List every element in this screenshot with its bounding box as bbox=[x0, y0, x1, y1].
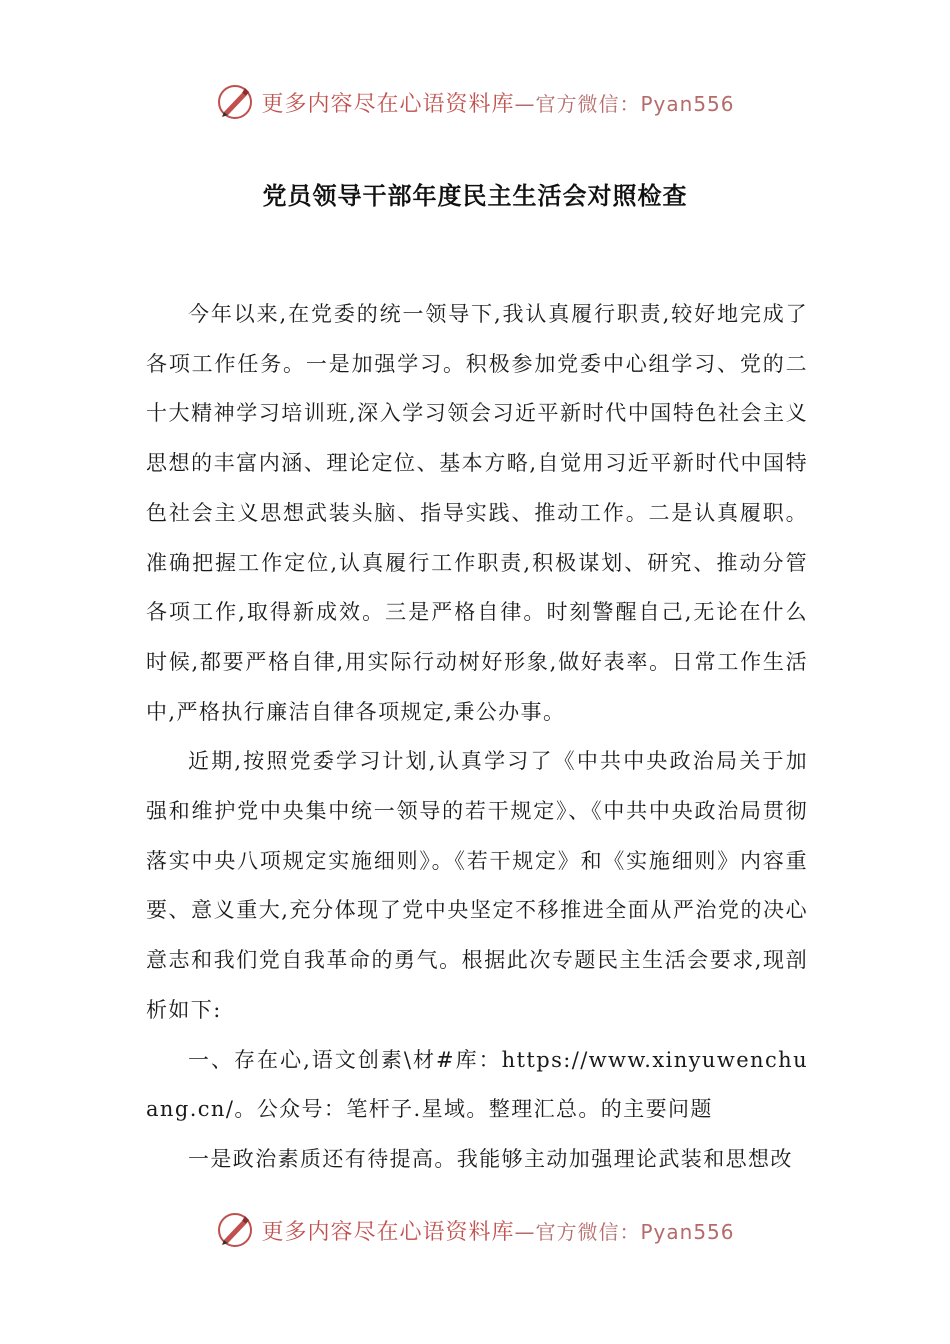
paragraph: 一是政治素质还有待提高。我能够主动加强理论武装和思想改 bbox=[188, 1146, 793, 1171]
watermark-main: 更多内容尽在心语资料库 bbox=[261, 1219, 515, 1245]
paragraph: 近期,按照党委学习计划,认真学习了《中共中央政治局关于加强和维护党中央集中统一领导的若干规定》、《中共中央政治局贯彻落实中央八项规定实施细则》。《若干规定》和《实施细则》内容重要、意义重大,充分体现了党中央坚定不移推进全面从严治党的决心意志和我们党自我革命的勇气。根据此次专题民主生活会要求,现剖析如下: bbox=[146, 749, 808, 1022]
watermark-text bbox=[261, 87, 734, 118]
watermark-sub: —官方微信：Pyan556 bbox=[514, 91, 735, 116]
watermark-main: 更多内容尽在心语资料库 bbox=[261, 91, 515, 117]
watermark-sub: —官方微信：Pyan556 bbox=[514, 1219, 735, 1244]
paragraph: 今年以来,在党委的统一领导下,我认真履行职责,较好地完成了各项工作任务。一是加强学习。积极参加党委中心组学习、党的二十大精神学习培训班,深入学习领会习近平新时代中国特色社会主义思想的丰富内涵、理论定位、基本方略,自觉用习近平新时代中国特色社会主义思想武装头脑、指导实践、推动工作。二是认真履职。准确把握工作定位,认真履行工作职责,积极谋划、研究、推动分管各项工作,取得新成效。三是严格自律。时刻警醒自己,无论在什么时候,都要严格自律,用实际行动树好形象,做好表率。日常工作生活中,严格执行廉洁自律各项规定,秉公办事。 bbox=[146, 302, 808, 724]
pen-logo-icon bbox=[215, 1210, 255, 1250]
document-body bbox=[146, 290, 808, 1185]
watermark-text bbox=[261, 1215, 734, 1246]
paragraph: 一、存在心,语文创素\材#库：https://www.xinyuwenchuang.cn/。公众号：笔杆子.星域。整理汇总。的主要问题 bbox=[146, 1047, 808, 1122]
watermark-header bbox=[0, 80, 950, 124]
document-title: 党员领导干部年度民主生活会对照检查 bbox=[262, 182, 688, 210]
pen-logo-icon bbox=[215, 82, 255, 122]
watermark-footer bbox=[0, 1208, 950, 1252]
